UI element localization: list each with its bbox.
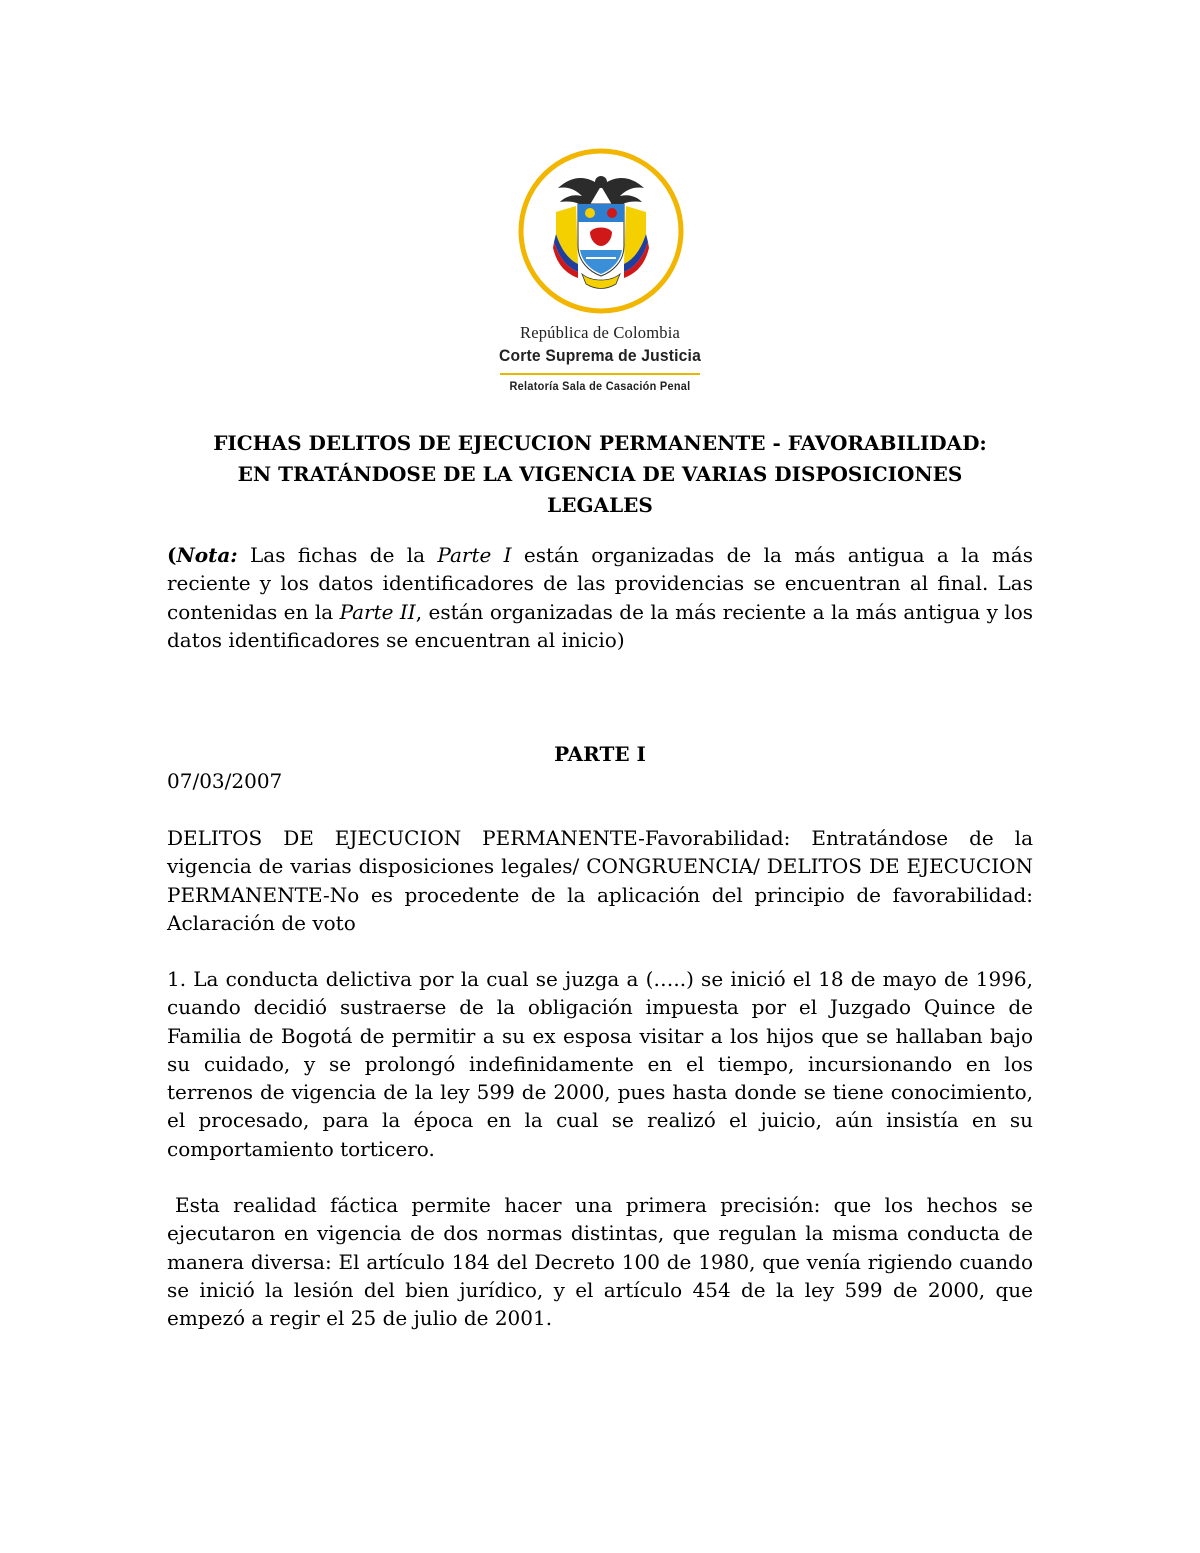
paragraph-2	[167, 1191, 1033, 1332]
republica-label: República de Colombia	[520, 323, 680, 342]
nota-paragraph	[167, 541, 1033, 654]
title-line-3: LEGALES	[547, 493, 653, 517]
nota-parte-1: Parte I	[437, 543, 512, 567]
ficha-date: 07/03/2007	[167, 769, 283, 793]
parte-heading: PARTE I	[554, 742, 646, 766]
document-title	[160, 428, 1040, 521]
nota-text-3: , están organizadas de la más reciente a la más antigua y los datos identificadores se encuentran al inicio)	[167, 599, 1033, 652]
paragraph-2-text: Esta realidad fáctica permite hacer una primera precisión: que los hechos se ejecutaron en vigencia de dos normas distintas, que regulan la misma conducta de manera diversa: El artículo 184 del Decreto 100 de 1980, que venía rigiendo cuando se inició la lesión del bien jurídico, y el artículo 454 de la ley 599 de 2000, que empezó a regir el 25 de julio de 2001.	[167, 1193, 1033, 1331]
title-line-2: EN TRATÁNDOSE DE LA VIGENCIA DE VARIAS DISPOSICIONES	[237, 462, 963, 486]
nota-open-paren: (	[167, 543, 177, 567]
nota-label: Nota:	[176, 543, 238, 567]
keywords-text: DELITOS DE EJECUCION PERMANENTE-Favorabilidad: Entratándose de la vigencia de varias disposiciones legales/ CONGRUENCIA/ DELITOS DE EJECUCION PERMANENTE-No es procedente de la aplicación del principio de favorabilidad: Aclaración de voto	[167, 826, 1033, 935]
title-line-1: FICHAS DELITOS DE EJECUCION PERMANENTE - FAVORABILIDAD:	[213, 431, 987, 455]
nota-parte-2: Parte II	[339, 599, 416, 624]
nota-text-1: Las fichas de la	[237, 543, 438, 567]
relatoria-label: Relatoría Sala de Casación Penal	[509, 381, 691, 393]
ficha-keywords	[167, 824, 1033, 937]
colombia-coat-of-arms-logo	[516, 146, 686, 316]
paragraph-1	[167, 965, 1033, 1163]
corte-label: Corte Suprema de Justicia	[499, 346, 701, 365]
institution-header	[490, 323, 710, 393]
header-divider	[500, 373, 700, 375]
nota-text-2: están organizadas de la más antigua a la más reciente y los datos identificadores de las providencias se encuentran al final. Las contenidas en la	[167, 543, 1033, 624]
paragraph-1-text: 1. La conducta delictiva por la cual se juzga a (…..) se inició el 18 de mayo de 1996, cuando decidió sustraerse de la obligación impuesta por el Juzgado Quince de Familia de Bogotá de permitir a su ex esposa visitar a los hijos que se hallaban bajo su cuidado, y se prolongó indefinidamente en el tiempo, incursionando en los terrenos de vigencia de la ley 599 de 2000, pues hasta donde se tiene conocimiento, el procesado, para la época en la cual se realizó el juicio, aún insistía en su comportamiento torticero.	[167, 967, 1033, 1161]
